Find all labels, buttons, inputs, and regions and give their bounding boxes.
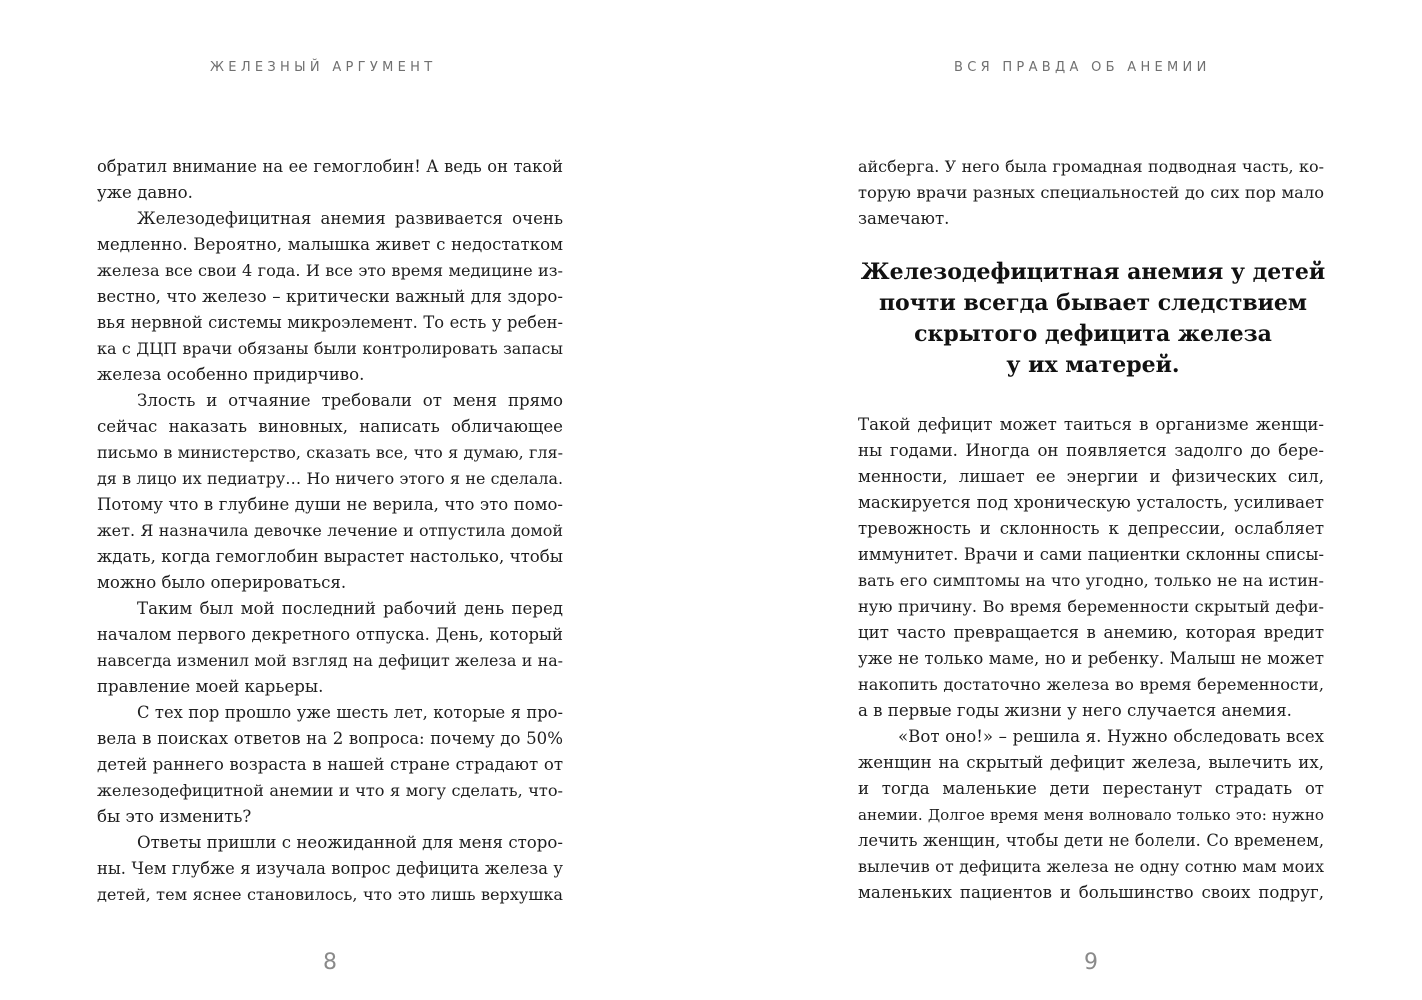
text-line: ны. Чем глубже я изучала вопрос дефицита железа у xyxy=(97,859,563,878)
text-line: сейчас наказать виновных, написать обличающее xyxy=(97,417,563,436)
text-line: «Вот оно!» – решила я. Нужно обследовать всех xyxy=(898,727,1324,746)
text-line: жет. Я назначила девочке лечение и отпустила домой xyxy=(97,521,563,540)
text-line: железа все свои 4 года. И все это время медицине из- xyxy=(97,261,563,280)
text-line: Ответы пришли с неожиданной для меня сторо- xyxy=(137,833,563,852)
text-line: айсберга. У него была громадная подводная часть, ко- xyxy=(858,157,1324,176)
text-line: ную причину. Во время беременности скрытый дефи- xyxy=(858,597,1324,616)
text-line: навсегда изменил мой взгляд на дефицит железа и на- xyxy=(97,651,563,670)
text-line: ка с ДЦП врачи обязаны были контролировать запасы xyxy=(97,339,563,358)
text-line: цит часто превращается в анемию, которая вредит xyxy=(858,623,1324,642)
text-line: Потому что в глубине души не верила, что это помо- xyxy=(97,495,563,514)
text-line: менности, лишает ее энергии и физических сил, xyxy=(858,467,1324,486)
body-text xyxy=(858,412,1324,906)
text-line: началом первого декретного отпуска. День, который xyxy=(97,625,563,644)
text-line: Злость и отчаяние требовали от меня прямо xyxy=(137,391,563,410)
text-line: Железодефицитная анемия развивается очень xyxy=(137,209,563,228)
text-line: Такой дефицит может таиться в организме женщи- xyxy=(858,415,1324,434)
text-line: дя в лицо их педиатру… Но ничего этого я не сделала. xyxy=(97,469,563,488)
text-line: уже не только маме, но и ребенку. Малыш не может xyxy=(858,649,1324,668)
pull-quote-line: почти всегда бывает следствием xyxy=(878,290,1308,316)
text-line: тревожность и склонность к депрессии, ослабляет xyxy=(858,519,1324,538)
text-line: маленьких пациентов и большинство своих подруг, xyxy=(858,883,1324,902)
pull-quote xyxy=(843,257,1343,381)
page-number: 9 xyxy=(1084,950,1098,975)
text-line: бы это изменить? xyxy=(97,807,252,826)
text-line: торую врачи разных специальностей до сих пор мало xyxy=(858,183,1324,202)
text-line: медленно. Вероятно, малышка живет с недостатком xyxy=(97,235,563,254)
text-line: Таким был мой последний рабочий день перед xyxy=(137,599,563,618)
text-line: накопить достаточно железа во время беременности, xyxy=(858,675,1324,694)
pull-quote-line: у их матерей. xyxy=(1006,352,1180,378)
text-line: детей раннего возраста в нашей стране страдают от xyxy=(97,755,563,774)
text-line: женщин на скрытый дефицит железа, вылечить их, xyxy=(858,753,1324,772)
pull-quote-line: скрытого дефицита железа xyxy=(914,321,1272,347)
text-line: детей, тем яснее становилось, что это лишь верхушка xyxy=(97,885,563,904)
page-number: 8 xyxy=(323,950,337,975)
text-line: уже давно. xyxy=(97,183,193,202)
text-line: вела в поисках ответов на 2 вопроса: почему до 50% xyxy=(97,729,563,748)
text-line: анемии. Долгое время меня волновало только это: нужно xyxy=(858,806,1324,824)
body-text xyxy=(97,154,563,908)
running-head: ВСЯ ПРАВДА ОБ АНЕМИИ xyxy=(954,60,1211,75)
text-line: письмо в министерство, сказать все, что я думаю, гля- xyxy=(97,443,563,462)
text-line: железа особенно придирчиво. xyxy=(97,365,365,384)
right-page xyxy=(711,0,1422,1000)
text-line: иммунитет. Врачи и сами пациентки склонны списы- xyxy=(858,545,1324,564)
text-line: железодефицитной анемии и что я могу сделать, что- xyxy=(97,781,563,800)
text-line: ны годами. Иногда он появляется задолго до бере- xyxy=(858,441,1324,460)
text-line: вестно, что железо – критически важный для здоро- xyxy=(97,287,563,306)
text-line: обратил внимание на ее гемоглобин! А ведь он такой xyxy=(97,157,563,176)
text-line: вать его симптомы на что угодно, только не на истин- xyxy=(858,571,1324,590)
text-line: замечают. xyxy=(858,209,950,228)
text-line: правление моей карьеры. xyxy=(97,677,324,696)
text-line: а в первые годы жизни у него случается анемия. xyxy=(858,701,1292,720)
running-head: ЖЕЛЕЗНЫЙ АРГУМЕНТ xyxy=(210,60,437,75)
text-line: С тех пор прошло уже шесть лет, которые я про- xyxy=(137,703,563,722)
text-line: вья нервной системы микроэлемент. То есть у ребен- xyxy=(97,313,563,332)
text-line: ждать, когда гемоглобин вырастет настолько, чтобы xyxy=(97,547,563,566)
text-line: можно было оперироваться. xyxy=(97,573,347,592)
pull-quote-line: Железодефицитная анемия у детей xyxy=(860,259,1326,285)
text-line: лечить женщин, чтобы дети не болели. Со временем, xyxy=(858,831,1324,850)
text-line: вылечив от дефицита железа не одну сотню мам моих xyxy=(858,857,1324,876)
text-line: и тогда маленькие дети перестанут страдать от xyxy=(858,779,1324,798)
text-line: маскируется под хроническую усталость, усиливает xyxy=(858,493,1324,512)
body-text xyxy=(858,154,1324,232)
